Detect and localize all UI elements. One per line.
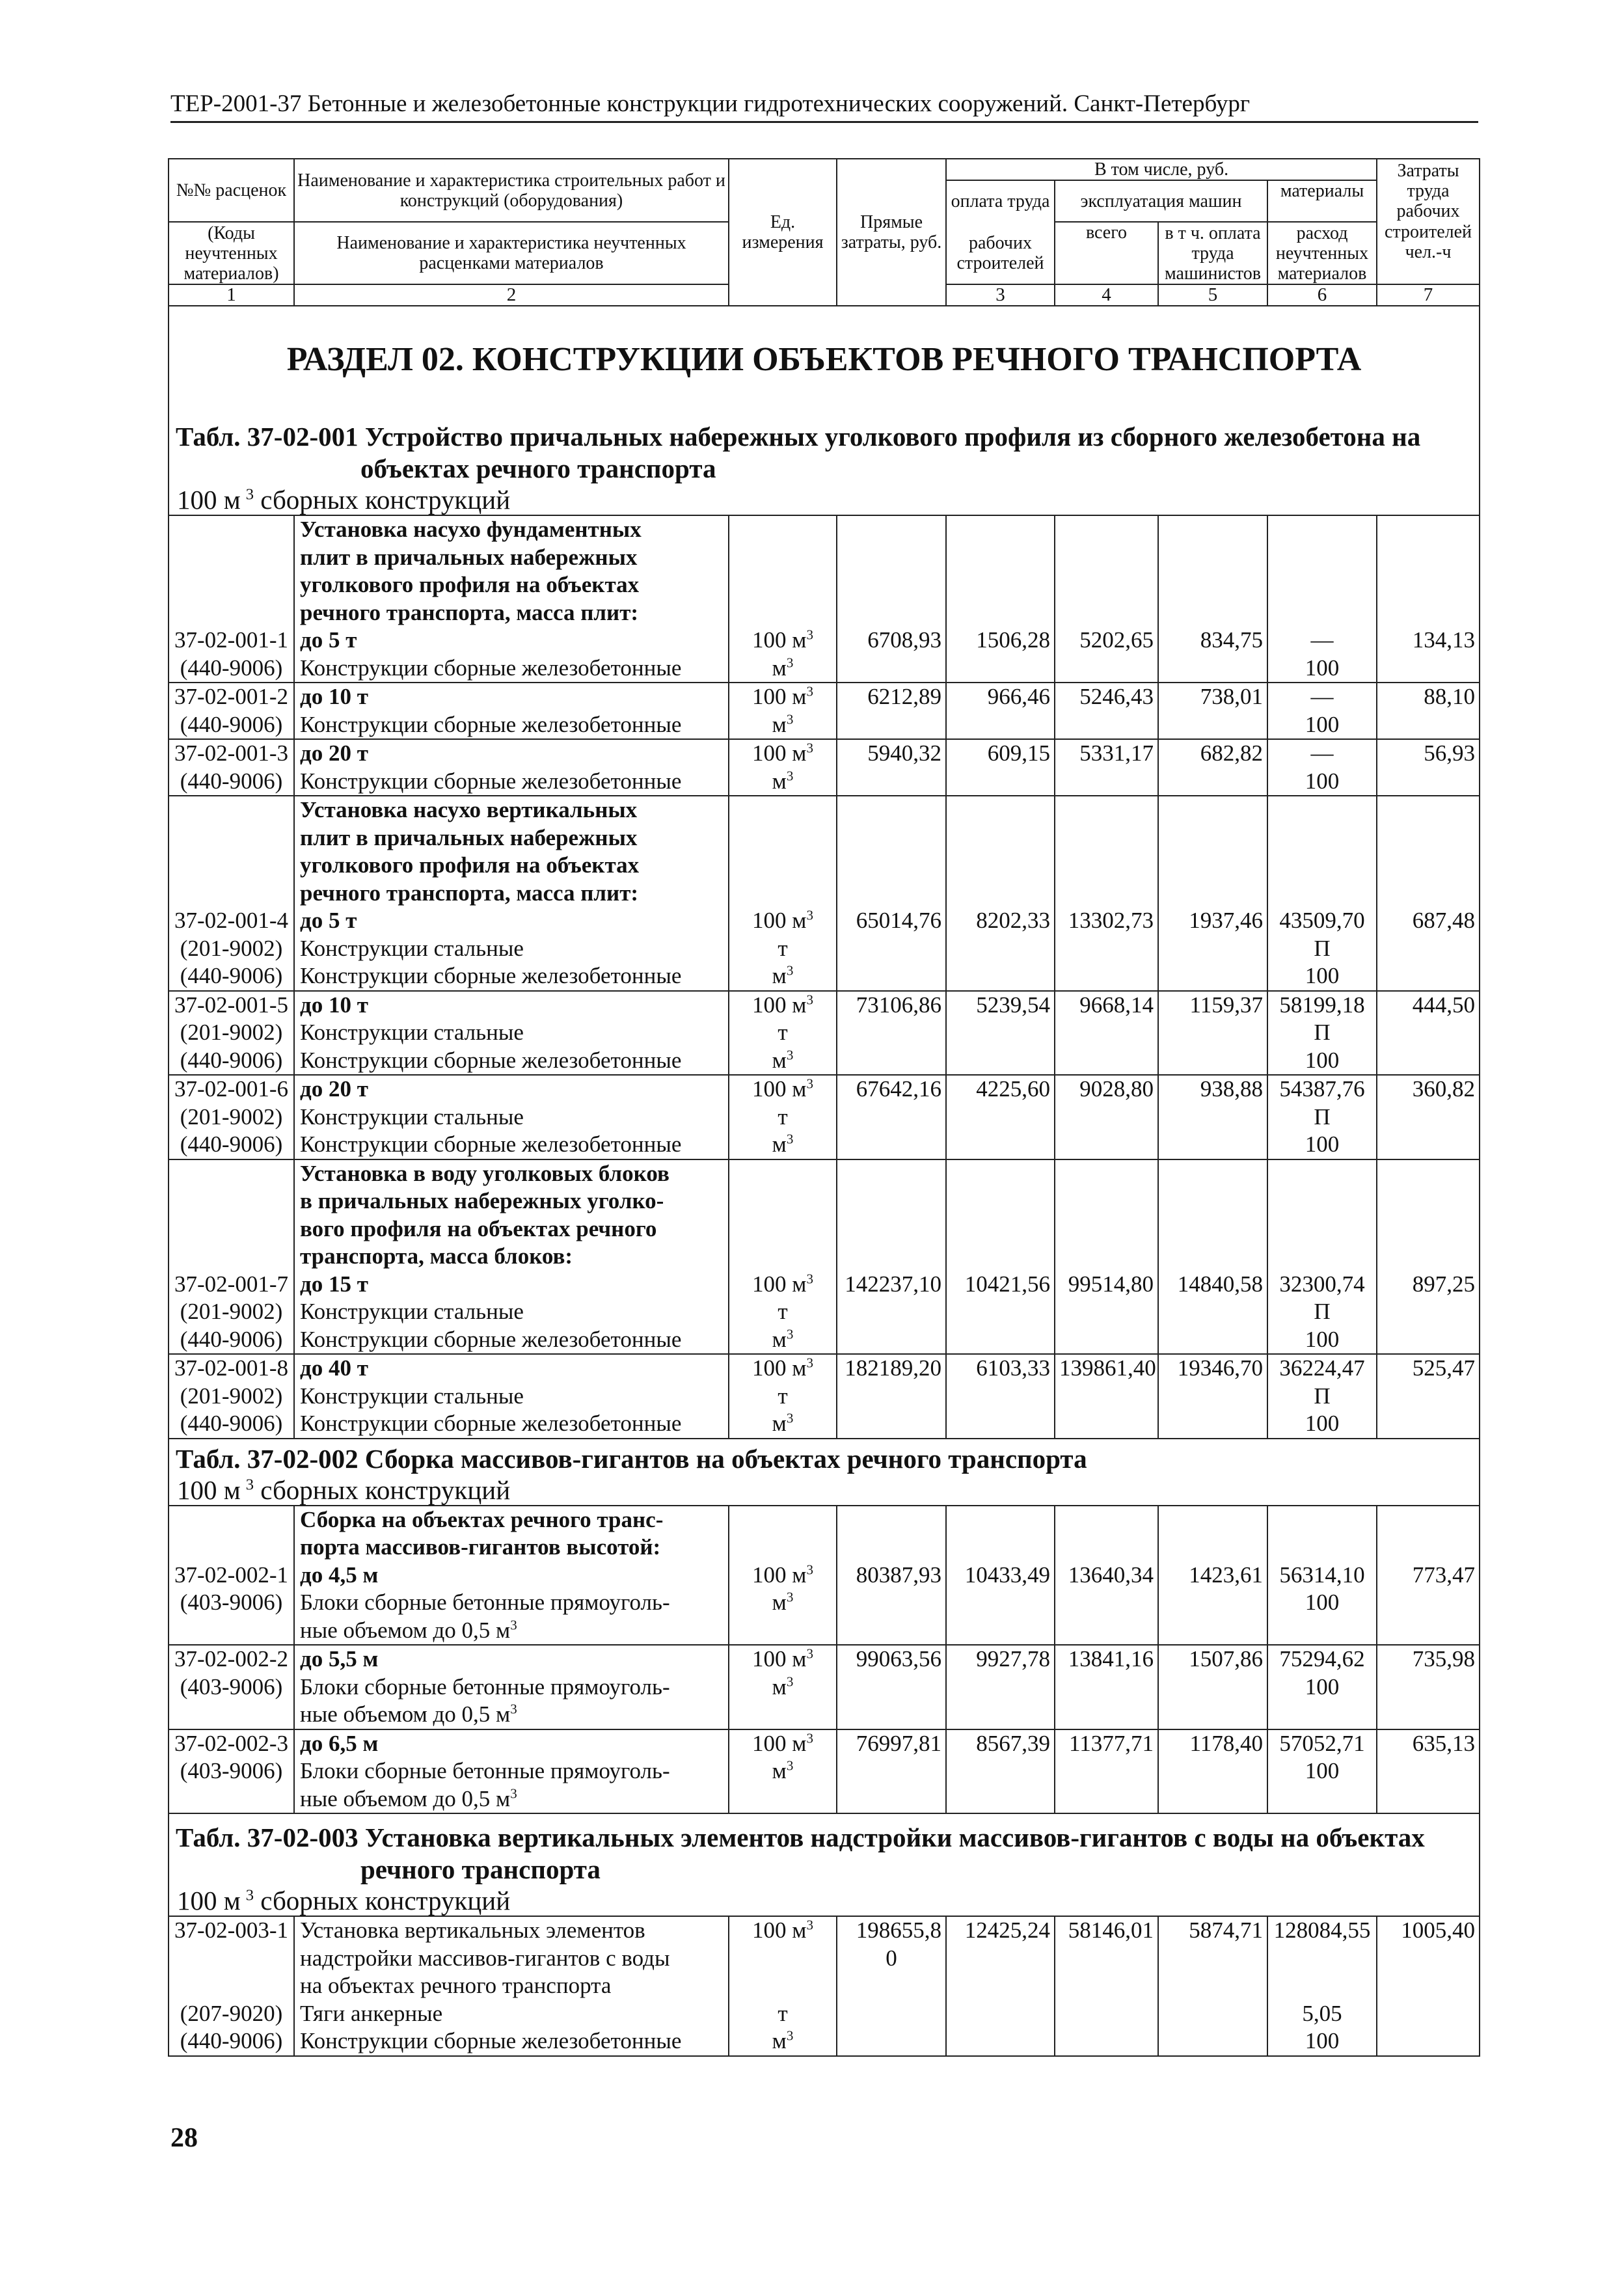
- header-num: 5: [1158, 284, 1267, 306]
- direct-costs: 142237,10: [837, 1271, 946, 1299]
- rate-code: 37-02-001-8: [169, 1354, 294, 1383]
- rate-code: 37-02-001-3: [169, 739, 294, 768]
- machinist-pay: 5874,71: [1158, 1916, 1267, 2000]
- material-qty: 100: [1267, 1589, 1377, 1645]
- material-unit: $м^3$: [729, 768, 837, 796]
- material-row: [169, 655, 1480, 683]
- materials: 32300,74: [1267, 1271, 1377, 1299]
- machinist-pay: 938,88: [1158, 1075, 1267, 1104]
- direct-costs: 182189,20: [837, 1354, 946, 1383]
- rates-table: [168, 158, 1480, 2057]
- material-code: (440-9006): [169, 655, 294, 683]
- group-intro: Установка в воду уголковых блоков в причальных набережных уголко- вого профиля на объектах речного транспорта, масса блоков:: [294, 1159, 729, 1271]
- header-col3: Ед. измерения: [729, 159, 837, 306]
- material-name: Конструкции стальные: [294, 1104, 729, 1131]
- header-col8b: расход неучтенных материалов: [1267, 222, 1377, 284]
- material-name: Конструкции стальные: [294, 1298, 729, 1326]
- table-row: [169, 627, 1480, 655]
- labor-hours: 134,13: [1377, 627, 1480, 655]
- labor-pay: 10421,56: [946, 1271, 1055, 1299]
- materials: 58199,18: [1267, 991, 1377, 1020]
- rate-name: до 10 т: [294, 991, 729, 1020]
- material-unit: $м^3$: [729, 2027, 837, 2056]
- material-row: [169, 2000, 1480, 2028]
- material-unit: $м^3$: [729, 962, 837, 991]
- material-name: Конструкции сборные железобетонные: [294, 2027, 729, 2056]
- unit: 100 $м^3$: [729, 907, 837, 935]
- machinist-pay: 738,01: [1158, 683, 1267, 711]
- labor-pay: 8202,33: [946, 907, 1055, 935]
- header-col7: в т ч. оплата труда машинистов: [1158, 222, 1267, 284]
- header-col2a: Наименование и характеристика строительных работ и конструкций (оборудования): [294, 159, 729, 222]
- header-col8a: материалы: [1267, 180, 1377, 222]
- table-001-unit: 100 м $^3$ сборных конструкций: [169, 485, 1480, 515]
- unit: 100 $м^3$: [729, 1645, 837, 1673]
- header-col5a: оплата труда: [946, 180, 1055, 222]
- material-code: (207-9020): [169, 2000, 294, 2028]
- material-row: [169, 1410, 1480, 1439]
- material-row: [169, 711, 1480, 740]
- labor-hours: 56,93: [1377, 739, 1480, 768]
- rate-code: 37-02-001-1: [169, 627, 294, 655]
- material-qty: П: [1267, 1383, 1377, 1411]
- group-intro: Установка насухо фундаментных плит в причальных набережных уголкового профиля на объектах речного транспорта, масса плит:: [294, 515, 729, 627]
- table-row: [169, 739, 1480, 768]
- material-qty: 100: [1267, 1757, 1377, 1813]
- rate-name: до 4,5 м: [294, 1562, 729, 1590]
- table-row: [169, 1645, 1480, 1673]
- material-row: [169, 1757, 1480, 1813]
- machine-total: 11377,71: [1055, 1729, 1158, 1758]
- material-name: Конструкции стальные: [294, 1383, 729, 1411]
- unit: 100 $м^3$: [729, 1354, 837, 1383]
- material-row: [169, 1383, 1480, 1411]
- material-unit: $м^3$: [729, 1673, 837, 1729]
- rate-code: 37-02-002-1: [169, 1562, 294, 1590]
- material-row: [169, 1131, 1480, 1159]
- material-name: Конструкции стальные: [294, 935, 729, 963]
- unit: 100 $м^3$: [729, 1271, 837, 1299]
- labor-hours: 773,47: [1377, 1562, 1480, 1590]
- table-001-title: Табл. 37-02-001 Устройство причальных набережных уголкового профиля из сборного железобетона на объектах речного транспорта: [169, 417, 1480, 485]
- material-row: [169, 1589, 1480, 1645]
- labor-pay: 609,15: [946, 739, 1055, 768]
- materials: 54387,76: [1267, 1075, 1377, 1104]
- unit: 100 $м^3$: [729, 991, 837, 1020]
- material-qty: П: [1267, 935, 1377, 963]
- direct-costs: 99063,56: [837, 1645, 946, 1673]
- material-code: (440-9006): [169, 2027, 294, 2056]
- material-unit: т: [729, 1383, 837, 1411]
- group-intro: Установка насухо вертикальных плит в причальных набережных уголкового профиля на объектах речного транспорта, масса плит:: [294, 796, 729, 907]
- rate-code: 37-02-001-5: [169, 991, 294, 1020]
- material-code: (440-9006): [169, 711, 294, 740]
- machine-total: 99514,80: [1055, 1271, 1158, 1299]
- labor-hours: 88,10: [1377, 683, 1480, 711]
- table-row: [169, 683, 1480, 711]
- material-code: (201-9002): [169, 1104, 294, 1131]
- rate-name: до 5,5 м: [294, 1645, 729, 1673]
- unit: 100 $м^3$: [729, 1562, 837, 1590]
- material-qty: 5,05: [1267, 2000, 1377, 2028]
- header-col1b: (Коды неучтенных материалов): [169, 222, 294, 284]
- labor-pay: 12425,24: [946, 1916, 1055, 2000]
- materials: 43509,70: [1267, 907, 1377, 935]
- table-002-title: Табл. 37-02-002 Сборка массивов-гигантов на объектах речного транспорта: [169, 1439, 1480, 1475]
- header-col6: всего: [1055, 222, 1158, 284]
- material-qty: 100: [1267, 962, 1377, 991]
- labor-pay: 1506,28: [946, 627, 1055, 655]
- header-col1a: №№ расценок: [169, 159, 294, 222]
- material-unit: $м^3$: [729, 1047, 837, 1076]
- materials: 36224,47: [1267, 1354, 1377, 1383]
- material-unit: $м^3$: [729, 1410, 837, 1439]
- labor-pay: 4225,60: [946, 1075, 1055, 1104]
- material-row: [169, 1298, 1480, 1326]
- header-col2b: Наименование и характеристика неучтенных расценками материалов: [294, 222, 729, 284]
- material-row: [169, 935, 1480, 963]
- material-row: [169, 1673, 1480, 1729]
- material-code: (403-9006): [169, 1589, 294, 1645]
- material-qty: 100: [1267, 655, 1377, 683]
- material-unit: $м^3$: [729, 655, 837, 683]
- material-row: [169, 2027, 1480, 2056]
- material-name: Конструкции сборные железобетонные: [294, 1326, 729, 1355]
- material-name: Конструкции стальные: [294, 1019, 729, 1047]
- machine-total: 13841,16: [1055, 1645, 1158, 1673]
- labor-hours: 897,25: [1377, 1271, 1480, 1299]
- material-name: Тяги анкерные: [294, 2000, 729, 2028]
- machine-total: 9028,80: [1055, 1075, 1158, 1104]
- machinist-pay: 1937,46: [1158, 907, 1267, 935]
- material-qty: П: [1267, 1104, 1377, 1131]
- machine-total: 5246,43: [1055, 683, 1158, 711]
- rate-name: до 20 т: [294, 1075, 729, 1104]
- direct-costs: 80387,93: [837, 1562, 946, 1590]
- material-code: (440-9006): [169, 1047, 294, 1076]
- labor-pay: 8567,39: [946, 1729, 1055, 1758]
- rate-name: до 10 т: [294, 683, 729, 711]
- labor-hours: 444,50: [1377, 991, 1480, 1020]
- rate-name: до 5 т: [294, 627, 729, 655]
- rate-code: 37-02-001-7: [169, 1271, 294, 1299]
- material-code: (403-9006): [169, 1757, 294, 1813]
- materials: 128084,55: [1267, 1916, 1377, 2000]
- material-code: (201-9002): [169, 1298, 294, 1326]
- unit: 100 $м^3$: [729, 1075, 837, 1104]
- header-num: 1: [169, 284, 294, 306]
- material-qty: П: [1267, 1019, 1377, 1047]
- direct-costs: 6212,89: [837, 683, 946, 711]
- material-name: Конструкции сборные железобетонные: [294, 1410, 729, 1439]
- table-row: [169, 1916, 1480, 2000]
- rate-code: 37-02-001-4: [169, 907, 294, 935]
- machinist-pay: 19346,70: [1158, 1354, 1267, 1383]
- unit: 100 $м^3$: [729, 1916, 837, 2000]
- machine-total: 9668,14: [1055, 991, 1158, 1020]
- direct-costs: 6708,93: [837, 627, 946, 655]
- material-name: Конструкции сборные железобетонные: [294, 1131, 729, 1159]
- material-qty: 100: [1267, 1410, 1377, 1439]
- material-row: [169, 1047, 1480, 1076]
- rate-code: 37-02-002-3: [169, 1729, 294, 1758]
- machine-total: 139861,40: [1055, 1354, 1158, 1383]
- material-unit: т: [729, 1298, 837, 1326]
- header-num: 4: [1055, 284, 1158, 306]
- material-name: Конструкции сборные железобетонные: [294, 1047, 729, 1076]
- material-unit: $м^3$: [729, 1757, 837, 1813]
- direct-costs: 76997,81: [837, 1729, 946, 1758]
- material-unit: т: [729, 1104, 837, 1131]
- material-row: [169, 768, 1480, 796]
- material-code: (440-9006): [169, 962, 294, 991]
- material-qty: 100: [1267, 1131, 1377, 1159]
- rate-name: до 40 т: [294, 1354, 729, 1383]
- material-qty: 100: [1267, 2027, 1377, 2056]
- machine-total: 58146,01: [1055, 1916, 1158, 2000]
- material-name: Блоки сборные бетонные прямоуголь- ные объемом до 0,5 $м^3$: [294, 1589, 729, 1645]
- header-incl: В том числе, руб.: [946, 159, 1377, 180]
- header-exploit: эксплуатация машин: [1055, 180, 1267, 222]
- machinist-pay: 682,82: [1158, 739, 1267, 768]
- material-qty: 100: [1267, 1047, 1377, 1076]
- table-002-unit: 100 м $^3$ сборных конструкций: [169, 1475, 1480, 1506]
- material-unit: т: [729, 1019, 837, 1047]
- material-code: (201-9002): [169, 935, 294, 963]
- material-name: Блоки сборные бетонные прямоуголь- ные объемом до 0,5 $м^3$: [294, 1757, 729, 1813]
- table-003-title: Табл. 37-02-003 Установка вертикальных элементов надстройки массивов-гигантов с воды на объектах речного транспорта: [169, 1813, 1480, 1886]
- materials: 57052,71: [1267, 1729, 1377, 1758]
- material-row: [169, 1019, 1480, 1047]
- rate-code: 37-02-001-6: [169, 1075, 294, 1104]
- material-code: (403-9006): [169, 1673, 294, 1729]
- direct-costs: 67642,16: [837, 1075, 946, 1104]
- machine-total: 5331,17: [1055, 739, 1158, 768]
- labor-hours: 735,98: [1377, 1645, 1480, 1673]
- labor-pay: 5239,54: [946, 991, 1055, 1020]
- machine-total: 13640,34: [1055, 1562, 1158, 1590]
- labor-hours: 1005,40: [1377, 1916, 1480, 2000]
- rate-code: 37-02-003-1: [169, 1916, 294, 2000]
- header-num: 2: [294, 284, 729, 306]
- header-col5b: рабочих строителей: [946, 222, 1055, 284]
- page-header: ТЕР-2001-37 Бетонные и железобетонные конструкции гидротехнических сооружений. Санкт-Петербург: [170, 90, 1478, 123]
- direct-costs: 73106,86: [837, 991, 946, 1020]
- material-unit: $м^3$: [729, 1589, 837, 1645]
- unit: 100 $м^3$: [729, 1729, 837, 1758]
- labor-pay: 10433,49: [946, 1562, 1055, 1590]
- rate-code: 37-02-001-2: [169, 683, 294, 711]
- materials: —: [1267, 683, 1377, 711]
- table-row: [169, 1271, 1480, 1299]
- material-name: Конструкции сборные железобетонные: [294, 655, 729, 683]
- labor-pay: 966,46: [946, 683, 1055, 711]
- header-col4: Прямые затраты, руб.: [837, 159, 946, 306]
- labor-pay: 6103,33: [946, 1354, 1055, 1383]
- rate-name: Установка вертикальных элементов надстройки массивов-гигантов с воды на объектах речного транспорта: [294, 1916, 729, 2000]
- header-num: 3: [946, 284, 1055, 306]
- unit: 100 $м^3$: [729, 739, 837, 768]
- material-row: [169, 962, 1480, 991]
- labor-hours: 360,82: [1377, 1075, 1480, 1104]
- materials: —: [1267, 627, 1377, 655]
- table-003-unit: 100 м $^3$ сборных конструкций: [169, 1886, 1480, 1916]
- material-unit: $м^3$: [729, 1326, 837, 1355]
- direct-costs: 198655,8 0: [837, 1916, 946, 2000]
- material-unit: $м^3$: [729, 711, 837, 740]
- table-row: [169, 1354, 1480, 1383]
- header-col9a: Затраты труда рабочих: [1377, 159, 1480, 222]
- machinist-pay: 1178,40: [1158, 1729, 1267, 1758]
- material-qty: 100: [1267, 711, 1377, 740]
- material-code: (440-9006): [169, 768, 294, 796]
- rate-name: до 6,5 м: [294, 1729, 729, 1758]
- material-code: (201-9002): [169, 1383, 294, 1411]
- labor-hours: 687,48: [1377, 907, 1480, 935]
- material-code: (440-9006): [169, 1410, 294, 1439]
- material-qty: 100: [1267, 1673, 1377, 1729]
- labor-pay: 9927,78: [946, 1645, 1055, 1673]
- header-num: 7: [1377, 284, 1480, 306]
- table-row: [169, 1729, 1480, 1758]
- material-name: Конструкции сборные железобетонные: [294, 711, 729, 740]
- table-row: [169, 907, 1480, 935]
- rate-code: 37-02-002-2: [169, 1645, 294, 1673]
- material-row: [169, 1326, 1480, 1355]
- material-code: (440-9006): [169, 1131, 294, 1159]
- material-qty: 100: [1267, 768, 1377, 796]
- page-number: 28: [170, 2123, 198, 2153]
- machine-total: 13302,73: [1055, 907, 1158, 935]
- material-qty: П: [1267, 1298, 1377, 1326]
- unit: 100 $м^3$: [729, 627, 837, 655]
- direct-costs: 65014,76: [837, 907, 946, 935]
- materials: 75294,62: [1267, 1645, 1377, 1673]
- material-qty: 100: [1267, 1326, 1377, 1355]
- material-name: Блоки сборные бетонные прямоуголь- ные объемом до 0,5 $м^3$: [294, 1673, 729, 1729]
- table-row: [169, 991, 1480, 1020]
- table-header: [169, 159, 1480, 306]
- material-row: [169, 1104, 1480, 1131]
- rate-name: до 15 т: [294, 1271, 729, 1299]
- material-name: Конструкции сборные железобетонные: [294, 768, 729, 796]
- machinist-pay: 1423,61: [1158, 1562, 1267, 1590]
- machinist-pay: 1507,86: [1158, 1645, 1267, 1673]
- machinist-pay: 1159,37: [1158, 991, 1267, 1020]
- material-unit: $м^3$: [729, 1131, 837, 1159]
- material-code: (440-9006): [169, 1326, 294, 1355]
- rate-name: до 20 т: [294, 739, 729, 768]
- material-unit: т: [729, 935, 837, 963]
- header-col9b: строителей чел.-ч: [1377, 222, 1480, 284]
- machinist-pay: 834,75: [1158, 627, 1267, 655]
- labor-hours: 635,13: [1377, 1729, 1480, 1758]
- direct-costs: 5940,32: [837, 739, 946, 768]
- machinist-pay: 14840,58: [1158, 1271, 1267, 1299]
- material-code: (201-9002): [169, 1019, 294, 1047]
- materials: —: [1267, 739, 1377, 768]
- materials: 56314,10: [1267, 1562, 1377, 1590]
- unit: 100 $м^3$: [729, 683, 837, 711]
- machine-total: 5202,65: [1055, 627, 1158, 655]
- rate-name: до 5 т: [294, 907, 729, 935]
- material-unit: т: [729, 2000, 837, 2028]
- section-title: РАЗДЕЛ 02. КОНСТРУКЦИИ ОБЪЕКТОВ РЕЧНОГО ТРАНСПОРТА: [169, 306, 1480, 417]
- table-row: [169, 1075, 1480, 1104]
- labor-hours: 525,47: [1377, 1354, 1480, 1383]
- table-row: [169, 1562, 1480, 1590]
- header-num: 6: [1267, 284, 1377, 306]
- material-name: Конструкции сборные железобетонные: [294, 962, 729, 991]
- group-intro: Сборка на объектах речного транс- порта массивов-гигантов высотой:: [294, 1506, 729, 1562]
